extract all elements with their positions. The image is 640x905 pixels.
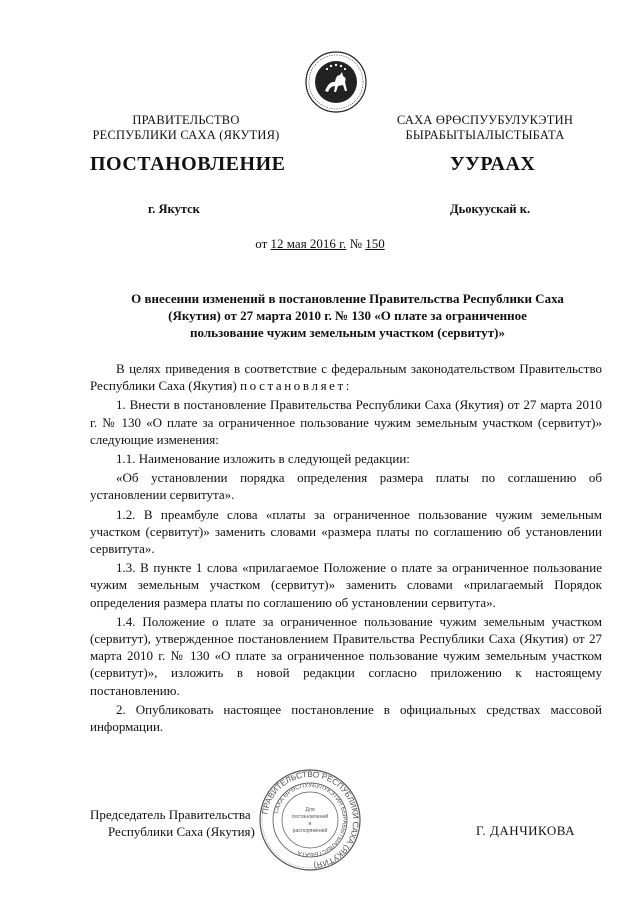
stamp-center-line3: и [308,821,312,827]
paragraph-1-1: 1.1. Наименование изложить в следующей редакции: [116,451,410,467]
signature-position [90,806,255,840]
stamp-center-line4: распоряжений [292,828,328,834]
intro-paragraph [90,360,602,394]
paragraph-1: 1. Внести в постановление Правительства Республики Саха (Якутия) от 27 марта 2010 г. № 130 «О плате за ограниченное пользование чужим земельным участком (сервитут)» следующие изменения: [90,397,602,447]
number-prefix: № [349,236,362,251]
intro-text: В целях приведения в соответствие с федеральным законодательством Правительство Республики Саха (Якутия) [90,361,602,394]
title-line2: (Якутия) от 27 марта 2010 г. № 130 «О плате за ограниченное [168,308,527,323]
government-name-ru-line1: ПРАВИТЕЛЬСТВО [132,113,240,127]
coat-of-arms-emblem [305,51,367,113]
document-body [90,360,602,737]
city-russian: г. Якутск [148,202,200,216]
intro-verb: постановляет: [240,378,353,394]
document-type-russian: ПОСТАНОВЛЕНИЕ [90,153,286,175]
stamp-outer-text: ПРАВИТЕЛЬСТВО РЕСПУБЛИКИ САХА (ЯКУТИЯ) [260,769,361,870]
city-yakut: Дьокуускай к. [450,202,531,216]
government-name-sah-line2: БЫРАБЫТЫАЛЫСТЫБАТА [405,128,565,142]
paragraph-1-3: 1.3. В пункте 1 слова «прилагаемое Положение о плате за ограниченное пользование чужим земельным участком (сервитут)» заменить словами «прилагаемый Порядок определения размера платы по соглашению об установлении сервитута». [90,560,602,610]
title-line3: пользование чужим земельным участком (сервитут)» [190,325,505,340]
date-prefix: от [255,236,268,251]
signature-position-line2: Республики Саха (Якутия) [108,824,255,839]
signature-position-line1: Председатель Правительства [90,807,251,822]
stamp-center-line1: Для [305,807,315,813]
government-name-ru-line2: РЕСПУБЛИКИ САХА (ЯКУТИЯ) [92,128,280,142]
government-name-sah-line1: САХА ӨРӨСПУУБУЛУКЭТИН [396,113,574,127]
document-title [90,290,605,341]
paragraph-2: 2. Опубликовать настоящее постановление в официальных средствах массовой информации. [90,701,602,735]
stamp-center-line2: постановлений [291,814,329,820]
paragraph-1-1-quote: «Об установлении порядка определения размера платы по соглашению об установлении сервитута». [90,470,602,503]
government-name-russian [86,113,286,143]
document-date: 12 мая 2016 г. [270,236,347,251]
paragraph-1-2: 1.2. В преамбуле слова «платы за ограниченное пользование чужим земельным участком (сервитут)» заменить словами «размера платы по соглашению об установлении сервитута». [90,506,602,557]
title-line1: О внесении изменений в постановление Правительства Республики Саха [131,291,564,306]
official-stamp [258,768,362,872]
paragraph-1-4: 1.4. Положение о плате за ограниченное пользование чужим земельным участком (сервитут), утвержденное постановлением Правительства Республики Саха (Якутия) от 27 марта 2010 г. № 130 «О плате за ограниченное пользование чужим земельным участком (сервитут)», изложить в новой редакции согласно приложению к настоящему постановлению. [90,613,602,698]
government-name-yakut [370,113,600,143]
document-number: 150 [365,236,385,251]
date-number-line [0,236,640,252]
stamp-inner-text: САХА ӨРӨСПУУБУЛУКЭТИН БЫРАБЫТЫАЛЫСТЫБАТА [273,782,348,858]
document-type-yakut: УУРААХ [450,153,536,175]
signatory-name: Г. ДАНЧИКОВА [476,823,576,838]
